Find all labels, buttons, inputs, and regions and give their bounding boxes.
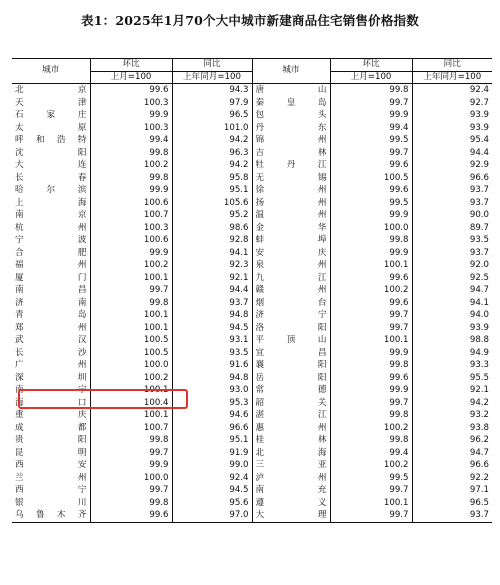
yoy-cell: 95.2 (172, 209, 252, 222)
yoy-cell: 94.7 (412, 284, 492, 297)
mom-cell: 99.9 (90, 184, 172, 197)
city-cell: 沈阳 (15, 147, 87, 158)
table-row (12, 197, 492, 210)
yoy-subheader-left: 上年同月=100 (172, 71, 252, 84)
yoy-cell: 96.2 (412, 434, 492, 447)
city-cell: 赣州 (252, 284, 330, 297)
yoy-cell: 97.1 (412, 484, 492, 497)
yoy-cell: 105.6 (172, 197, 252, 210)
mom-cell: 99.8 (330, 434, 412, 447)
mom-cell: 99.7 (330, 509, 412, 522)
city-cell: 天津 (15, 97, 87, 108)
mom-cell: 99.9 (330, 384, 412, 397)
mom-cell: 100.1 (90, 309, 172, 322)
yoy-cell: 95.8 (172, 172, 252, 185)
yoy-cell: 96.5 (412, 497, 492, 510)
mom-cell: 100.3 (90, 122, 172, 135)
yoy-cell: 92.1 (172, 272, 252, 285)
mom-cell: 100.7 (90, 422, 172, 435)
yoy-cell: 94.4 (172, 284, 252, 297)
table-row (12, 422, 492, 435)
yoy-cell: 96.5 (172, 109, 252, 122)
yoy-cell: 93.0 (172, 384, 252, 397)
table-row (12, 497, 492, 510)
city-cell: 济南 (15, 297, 87, 308)
table-row (12, 234, 492, 247)
table-row (12, 334, 492, 347)
yoy-cell: 101.0 (172, 122, 252, 135)
city-cell: 武汉 (15, 335, 87, 345)
mom-subheader-left: 上月=100 (90, 71, 172, 84)
table-row (12, 297, 492, 310)
table-row (12, 184, 492, 197)
mom-cell: 99.8 (330, 234, 412, 247)
city-cell: 常德 (252, 384, 330, 397)
city-cell: 重庆 (15, 410, 87, 420)
mom-cell: 99.7 (330, 147, 412, 160)
yoy-cell: 93.5 (172, 347, 252, 360)
yoy-cell: 94.4 (412, 147, 492, 160)
city-cell: 南充 (252, 484, 330, 497)
city-cell: 洛阳 (252, 322, 330, 335)
mom-cell: 99.6 (90, 509, 172, 522)
table-body (12, 84, 492, 523)
table-row (12, 459, 492, 472)
city-cell: 乌鲁木齐 (12, 509, 90, 522)
city-cell: 泉州 (252, 259, 330, 272)
table-row (12, 509, 492, 522)
yoy-cell: 98.6 (172, 222, 252, 235)
yoy-cell: 93.9 (412, 322, 492, 335)
table-row (12, 447, 492, 460)
yoy-header-left: 同比 (172, 59, 252, 72)
mom-cell: 99.8 (90, 147, 172, 160)
yoy-cell: 92.1 (412, 384, 492, 397)
mom-cell: 99.9 (90, 247, 172, 260)
mom-cell: 100.7 (90, 209, 172, 222)
yoy-cell: 94.6 (172, 409, 252, 422)
table-row (12, 347, 492, 360)
city-cell: 太原 (15, 122, 87, 133)
city-cell: 石家庄 (15, 110, 87, 120)
yoy-cell: 93.7 (412, 509, 492, 522)
city-cell: 银川 (15, 497, 87, 508)
yoy-cell: 92.0 (412, 259, 492, 272)
city-cell: 无锡 (252, 172, 330, 185)
mom-cell: 100.3 (90, 222, 172, 235)
mom-cell: 100.1 (90, 384, 172, 397)
city-cell: 九江 (252, 272, 330, 285)
table-row (12, 384, 492, 397)
city-cell: 丹东 (252, 122, 330, 135)
mom-cell: 99.8 (330, 409, 412, 422)
city-cell: 韶关 (252, 397, 330, 410)
mom-cell: 100.6 (90, 234, 172, 247)
city-cell: 锦州 (252, 134, 330, 147)
city-cell: 湛江 (252, 409, 330, 422)
mom-cell: 100.2 (90, 259, 172, 272)
mom-cell: 100.2 (330, 459, 412, 472)
mom-cell: 99.7 (330, 484, 412, 497)
city-cell: 南昌 (15, 285, 87, 295)
yoy-cell: 93.7 (172, 297, 252, 310)
yoy-cell: 92.8 (172, 234, 252, 247)
mom-cell: 99.7 (330, 397, 412, 410)
table-row (12, 484, 492, 497)
mom-cell: 99.7 (330, 97, 412, 110)
city-cell: 海口 (15, 397, 87, 408)
mom-cell: 99.9 (330, 247, 412, 260)
table-row (12, 272, 492, 285)
mom-cell: 99.8 (90, 434, 172, 447)
table-row (12, 134, 492, 147)
city-cell: 平顶山 (252, 334, 330, 347)
city-cell: 吉林 (252, 147, 330, 160)
mom-cell: 99.8 (90, 297, 172, 310)
mom-cell: 100.1 (330, 259, 412, 272)
city-cell: 郑州 (15, 322, 87, 333)
mom-header-right: 环比 (330, 59, 412, 72)
yoy-cell: 92.4 (172, 472, 252, 485)
city-cell: 北海 (252, 447, 330, 460)
yoy-cell: 92.3 (172, 259, 252, 272)
table-row (12, 147, 492, 160)
mom-cell: 99.5 (330, 472, 412, 485)
yoy-subheader-right: 上年同月=100 (412, 71, 492, 84)
city-cell: 大连 (15, 160, 87, 170)
mom-cell: 100.2 (330, 422, 412, 435)
city-cell: 蚌埠 (252, 234, 330, 247)
table-row (12, 172, 492, 185)
mom-cell: 99.6 (330, 297, 412, 310)
table-row (12, 397, 492, 410)
city-cell: 西安 (15, 460, 87, 470)
mom-cell: 99.8 (90, 497, 172, 510)
city-cell: 厦门 (15, 272, 87, 283)
yoy-cell: 93.7 (412, 184, 492, 197)
table-row (12, 97, 492, 110)
yoy-cell: 94.5 (172, 322, 252, 335)
mom-cell: 100.0 (90, 472, 172, 485)
table-row (12, 259, 492, 272)
mom-cell: 100.5 (330, 172, 412, 185)
city-cell: 牡丹江 (252, 159, 330, 172)
yoy-cell: 95.6 (172, 497, 252, 510)
city-cell: 杭州 (15, 222, 87, 233)
table-row (12, 122, 492, 135)
yoy-cell: 98.8 (412, 334, 492, 347)
city-cell: 桂林 (252, 434, 330, 447)
mom-cell: 99.5 (330, 134, 412, 147)
city-header-left: 城市 (12, 59, 90, 84)
yoy-cell: 92.9 (412, 159, 492, 172)
mom-cell: 99.7 (330, 322, 412, 335)
mom-cell: 100.0 (330, 222, 412, 235)
yoy-cell: 94.0 (412, 309, 492, 322)
city-cell: 遵义 (252, 497, 330, 510)
city-cell: 泸州 (252, 472, 330, 485)
yoy-cell: 93.7 (412, 197, 492, 210)
table-title: 表1：2025年1月70个大中城市新建商品住宅销售价格指数 (81, 13, 419, 28)
mom-cell: 99.8 (330, 84, 412, 97)
table-row (12, 409, 492, 422)
mom-cell: 99.6 (330, 159, 412, 172)
city-cell: 长沙 (15, 347, 87, 358)
mom-cell: 99.8 (90, 172, 172, 185)
yoy-cell: 95.3 (172, 397, 252, 410)
yoy-cell: 96.3 (172, 147, 252, 160)
table-row (12, 284, 492, 297)
mom-header-left: 环比 (90, 59, 172, 72)
table-row (12, 222, 492, 235)
city-cell: 安庆 (252, 247, 330, 260)
yoy-cell: 96.6 (412, 172, 492, 185)
mom-cell: 100.2 (330, 284, 412, 297)
mom-cell: 99.4 (330, 447, 412, 460)
mom-cell: 100.1 (90, 409, 172, 422)
city-cell: 唐山 (252, 84, 330, 97)
city-cell: 北京 (15, 85, 87, 95)
table-row (12, 209, 492, 222)
yoy-cell: 95.4 (412, 134, 492, 147)
mom-subheader-right: 上月=100 (330, 71, 412, 84)
mom-cell: 99.6 (90, 84, 172, 97)
yoy-cell: 94.5 (172, 484, 252, 497)
yoy-cell: 91.9 (172, 447, 252, 460)
yoy-cell: 94.9 (412, 347, 492, 360)
yoy-cell: 93.9 (412, 122, 492, 135)
table-row (12, 372, 492, 385)
city-cell: 金华 (252, 222, 330, 235)
table-row (12, 109, 492, 122)
mom-cell: 99.4 (330, 122, 412, 135)
city-cell: 广州 (15, 360, 87, 370)
city-cell: 岳阳 (252, 372, 330, 385)
city-cell: 济宁 (252, 309, 330, 322)
yoy-cell: 95.1 (172, 434, 252, 447)
city-cell: 昆明 (15, 447, 87, 458)
city-cell: 烟台 (252, 297, 330, 310)
yoy-cell: 93.8 (412, 422, 492, 435)
city-cell: 扬州 (252, 197, 330, 210)
yoy-cell: 97.0 (172, 509, 252, 522)
city-cell: 合肥 (15, 247, 87, 258)
mom-cell: 100.1 (330, 334, 412, 347)
mom-cell: 100.2 (90, 372, 172, 385)
mom-cell: 99.7 (90, 284, 172, 297)
yoy-cell: 92.2 (412, 472, 492, 485)
city-cell: 西宁 (15, 485, 87, 495)
yoy-cell: 89.7 (412, 222, 492, 235)
mom-cell: 99.8 (330, 359, 412, 372)
mom-cell: 100.1 (330, 497, 412, 510)
mom-cell: 100.1 (90, 272, 172, 285)
yoy-cell: 94.7 (412, 447, 492, 460)
yoy-cell: 94.3 (172, 84, 252, 97)
yoy-cell: 99.0 (172, 459, 252, 472)
mom-cell: 99.7 (90, 447, 172, 460)
yoy-cell: 91.6 (172, 359, 252, 372)
mom-cell: 99.7 (330, 309, 412, 322)
mom-cell: 99.7 (90, 484, 172, 497)
city-cell: 惠州 (252, 422, 330, 435)
mom-cell: 99.9 (330, 347, 412, 360)
city-cell: 徐州 (252, 184, 330, 197)
yoy-cell: 93.5 (412, 234, 492, 247)
mom-cell: 99.9 (330, 209, 412, 222)
mom-cell: 100.5 (90, 347, 172, 360)
city-cell: 深圳 (15, 372, 87, 383)
city-cell: 南宁 (15, 385, 87, 395)
city-cell: 秦皇岛 (252, 97, 330, 110)
yoy-cell: 94.2 (172, 134, 252, 147)
city-cell: 襄阳 (252, 359, 330, 372)
mom-cell: 100.4 (90, 397, 172, 410)
mom-cell: 100.0 (90, 359, 172, 372)
yoy-cell: 94.2 (412, 397, 492, 410)
city-cell: 宁波 (15, 235, 87, 245)
yoy-cell: 93.7 (412, 247, 492, 260)
table-row (12, 247, 492, 260)
yoy-cell: 94.8 (172, 309, 252, 322)
mom-cell: 99.5 (330, 197, 412, 210)
city-cell: 大理 (252, 509, 330, 522)
mom-cell: 99.9 (330, 109, 412, 122)
yoy-cell: 93.2 (412, 409, 492, 422)
table-row (12, 472, 492, 485)
city-cell: 青岛 (15, 310, 87, 320)
yoy-header-right: 同比 (412, 59, 492, 72)
city-cell: 包头 (252, 109, 330, 122)
yoy-cell: 94.2 (172, 159, 252, 172)
mom-cell: 99.9 (90, 109, 172, 122)
yoy-cell: 93.3 (412, 359, 492, 372)
city-cell: 南京 (15, 210, 87, 220)
mom-cell: 100.6 (90, 197, 172, 210)
yoy-cell: 96.6 (412, 459, 492, 472)
city-cell: 长春 (15, 172, 87, 183)
city-cell: 宜昌 (252, 347, 330, 360)
yoy-cell: 92.5 (412, 272, 492, 285)
yoy-cell: 93.1 (172, 334, 252, 347)
table-row (12, 359, 492, 372)
mom-cell: 99.9 (90, 459, 172, 472)
mom-cell: 100.3 (90, 97, 172, 110)
yoy-cell: 90.0 (412, 209, 492, 222)
mom-cell: 99.6 (330, 272, 412, 285)
table-row (12, 434, 492, 447)
table-row (12, 309, 492, 322)
yoy-cell: 94.8 (172, 372, 252, 385)
yoy-cell: 95.5 (412, 372, 492, 385)
mom-cell: 100.1 (90, 322, 172, 335)
yoy-cell: 92.4 (412, 84, 492, 97)
yoy-cell: 92.7 (412, 97, 492, 110)
table-row (12, 322, 492, 335)
mom-cell: 99.6 (330, 184, 412, 197)
city-cell: 福州 (15, 260, 87, 270)
mom-cell: 99.4 (90, 134, 172, 147)
mom-cell: 99.6 (330, 372, 412, 385)
city-cell: 温州 (252, 209, 330, 222)
city-cell: 兰州 (15, 472, 87, 483)
yoy-cell: 94.1 (172, 247, 252, 260)
yoy-cell: 94.1 (412, 297, 492, 310)
yoy-cell: 96.6 (172, 422, 252, 435)
table-row (12, 84, 492, 97)
price-index-table (12, 58, 492, 523)
city-cell: 上海 (15, 197, 87, 208)
city-cell: 呼和浩特 (15, 135, 87, 145)
yoy-cell: 97.9 (172, 97, 252, 110)
mom-cell: 100.5 (90, 334, 172, 347)
table-row (12, 159, 492, 172)
mom-cell: 100.2 (90, 159, 172, 172)
yoy-cell: 95.1 (172, 184, 252, 197)
city-cell: 哈尔滨 (15, 185, 87, 195)
city-header-right: 城市 (252, 59, 330, 84)
city-cell: 贵阳 (15, 435, 87, 445)
city-cell: 三亚 (252, 459, 330, 472)
city-cell: 成都 (15, 422, 87, 433)
yoy-cell: 93.9 (412, 109, 492, 122)
